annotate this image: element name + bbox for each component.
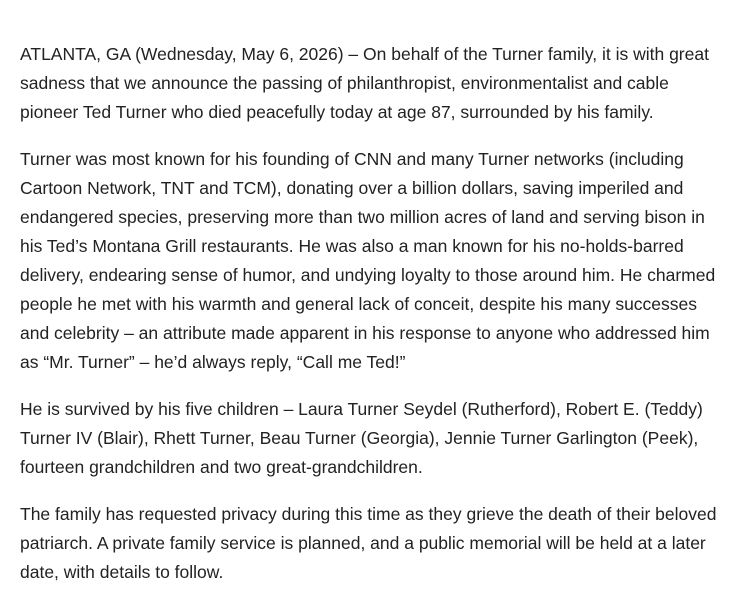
paragraph-privacy-memorial: The family has requested privacy during this time as they grieve the death of their beloved patriarch. A private family service is planned, and a public memorial will be held at a later date, with details to follow.: [20, 504, 717, 582]
paragraph-legacy: Turner was most known for his founding of CNN and many Turner networks (including Cartoon Network, TNT and TCM), donating over a billion dollars, saving imperiled and endangered species, preserving more than two million acres of land and serving bison in his Ted’s Montana Grill restaurants. He was also a man known for his no-holds-barred delivery, endearing sense of humor, and undying loyalty to those around him. He charmed people he met with his warmth and general lack of conceit, despite his many successes and celebrity – an attribute made apparent in his response to anyone who addressed him as “Mr. Turner” – he’d always reply, “Call me Ted!”: [20, 149, 716, 372]
paragraph-announcement: ATLANTA, GA (Wednesday, May 6, 2026) – On behalf of the Turner family, it is with great sadness that we announce the passing of philanthropist, environmentalist and cable pioneer Ted Turner who died peacefully today at age 87, surrounded by his family.: [20, 44, 709, 122]
paragraph-survivors: He is survived by his five children – Laura Turner Seydel (Rutherford), Robert E. (Teddy) Turner IV (Blair), Rhett Turner, Beau Turner (Georgia), Jennie Turner Garlington (Peek), fourteen grandchildren and two great-grandchildren.: [20, 399, 703, 477]
